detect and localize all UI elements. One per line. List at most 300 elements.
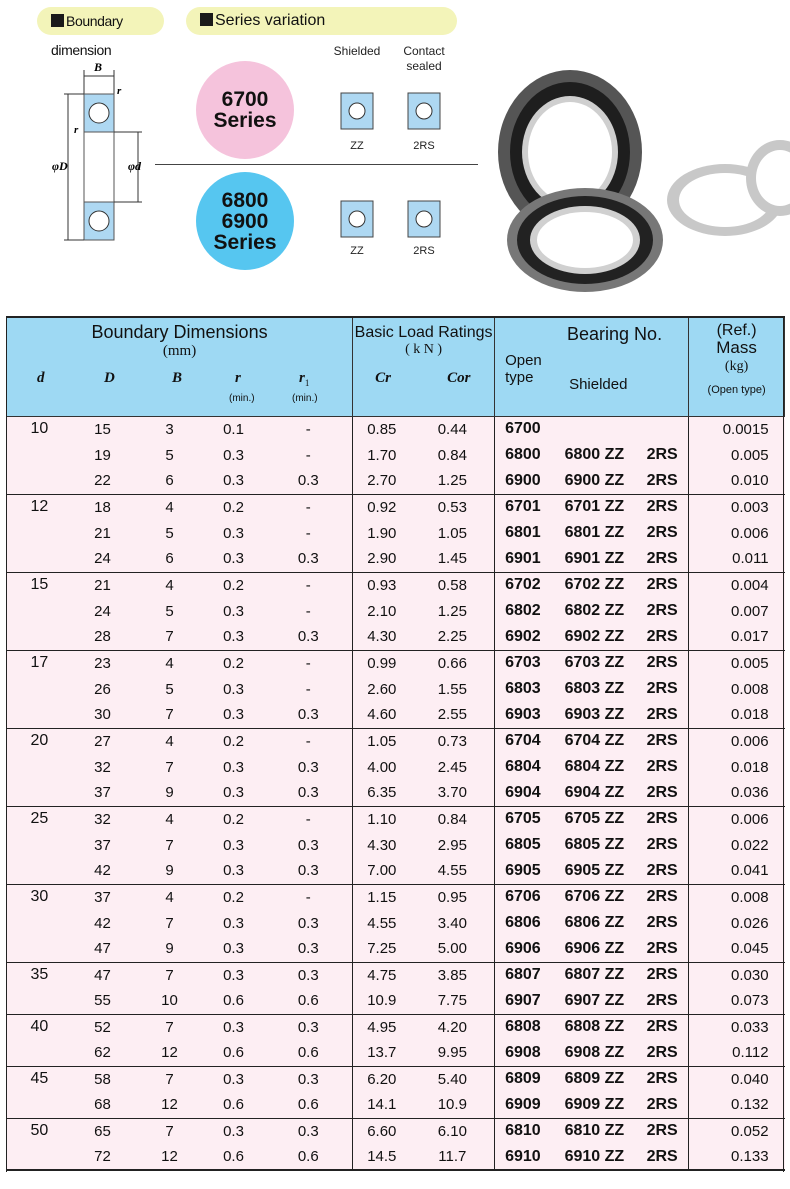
bore-d-cell: 35 <box>7 962 69 988</box>
zz-bearing-icon <box>340 200 374 238</box>
mass-cell: 0.005 <box>689 442 785 468</box>
r1-cell: - <box>265 520 353 546</box>
outer-D-cell: 21 <box>69 520 137 546</box>
cor-cell: 5.00 <box>411 936 495 962</box>
label-D: φD <box>52 159 68 173</box>
r1-cell: 0.3 <box>265 1066 353 1092</box>
cor-cell: 7.75 <box>411 988 495 1014</box>
open-type-cell: 6806 <box>495 910 559 936</box>
bearing-cross-section-diagram <box>50 56 160 256</box>
r1-cell: - <box>265 494 353 520</box>
mass-cell: 0.045 <box>689 936 785 962</box>
r1-cell: 0.3 <box>265 1118 353 1144</box>
cr-cell: 2.70 <box>353 468 411 494</box>
r-cell: 0.3 <box>203 780 265 806</box>
series-overview: Boundary dimension Series variation B r r φD φd 6700 Series 6800 6900 Series Shielded Contact sealed ZZ 2RS ZZ 2RS <box>0 0 790 316</box>
sealed-cell: 2RS <box>647 832 689 858</box>
outer-D-cell: 65 <box>69 1118 137 1144</box>
cor-cell: 2.45 <box>411 754 495 780</box>
sealed-cell: 2RS <box>647 884 689 910</box>
sealed-cell: 2RS <box>647 1066 689 1092</box>
outer-D-cell: 47 <box>69 936 137 962</box>
sealed-cell: 2RS <box>647 780 689 806</box>
mass-cell: 0.132 <box>689 1092 785 1118</box>
outer-D-cell: 42 <box>69 858 137 884</box>
cr-cell: 4.75 <box>353 962 411 988</box>
r1-cell: 0.3 <box>265 1014 353 1040</box>
r-cell: 0.1 <box>203 416 265 442</box>
bore-d-cell <box>7 468 69 494</box>
table-row <box>7 1014 785 1040</box>
open-type-cell: 6802 <box>495 598 559 624</box>
width-B-cell: 4 <box>137 806 203 832</box>
open-type-cell: 6700 <box>495 416 559 442</box>
outer-D-cell: 27 <box>69 728 137 754</box>
sealed-cell: 2RS <box>647 546 689 572</box>
width-B-cell: 5 <box>137 598 203 624</box>
width-B-cell: 7 <box>137 962 203 988</box>
width-B-cell: 4 <box>137 728 203 754</box>
shielded-cell: 6902 ZZ <box>559 624 647 650</box>
cor-cell: 0.95 <box>411 884 495 910</box>
open-type-cell: 6801 <box>495 520 559 546</box>
cr-cell: 0.93 <box>353 572 411 598</box>
bore-d-cell <box>7 936 69 962</box>
bore-d-cell: 17 <box>7 650 69 676</box>
r1-cell: 0.3 <box>265 754 353 780</box>
cr-cell: 0.92 <box>353 494 411 520</box>
bearing-product-photo <box>495 40 790 310</box>
shielded-cell: 6809 ZZ <box>559 1066 647 1092</box>
table-row <box>7 572 785 598</box>
table-row <box>7 910 785 936</box>
bore-d-cell <box>7 910 69 936</box>
mass-cell: 0.026 <box>689 910 785 936</box>
mass-cell: 0.011 <box>689 546 785 572</box>
col-B: B <box>172 370 183 386</box>
boundary-dimension-tag: Boundary dimension <box>37 7 164 35</box>
bore-d-cell: 12 <box>7 494 69 520</box>
width-B-cell: 5 <box>137 520 203 546</box>
r1-cell: - <box>265 650 353 676</box>
cr-cell: 13.7 <box>353 1040 411 1066</box>
table-row <box>7 728 785 754</box>
cr-cell: 4.95 <box>353 1014 411 1040</box>
cr-cell: 2.90 <box>353 546 411 572</box>
table-row <box>7 936 785 962</box>
series-6700-badge: 6700 Series <box>196 61 294 159</box>
cr-cell: 4.00 <box>353 754 411 780</box>
sealed-cell: 2RS <box>647 520 689 546</box>
outer-D-cell: 47 <box>69 962 137 988</box>
outer-D-cell: 72 <box>69 1144 137 1170</box>
width-B-cell: 7 <box>137 1118 203 1144</box>
col-r: r <box>235 370 241 386</box>
r1-cell: 0.3 <box>265 858 353 884</box>
label-d: φd <box>128 159 142 173</box>
width-B-cell: 7 <box>137 1066 203 1092</box>
cor-cell: 0.53 <box>411 494 495 520</box>
width-B-cell: 5 <box>137 676 203 702</box>
sealed-cell: 2RS <box>647 806 689 832</box>
cr-cell: 4.30 <box>353 832 411 858</box>
cor-cell: 4.55 <box>411 858 495 884</box>
bore-d-cell <box>7 780 69 806</box>
r1-cell: - <box>265 598 353 624</box>
cor-cell: 2.95 <box>411 832 495 858</box>
cor-cell: 3.85 <box>411 962 495 988</box>
r-cell: 0.6 <box>203 1092 265 1118</box>
bearing-specification-table <box>6 316 785 1171</box>
r1-cell: 0.3 <box>265 936 353 962</box>
table-row <box>7 884 785 910</box>
cor-cell: 2.25 <box>411 624 495 650</box>
r1-cell: 0.6 <box>265 1144 353 1170</box>
cor-cell: 1.25 <box>411 598 495 624</box>
mass-cell: 0.022 <box>689 832 785 858</box>
bore-d-cell: 20 <box>7 728 69 754</box>
sealed-cell: 2RS <box>647 1014 689 1040</box>
mass-cell: 0.006 <box>689 520 785 546</box>
square-bullet-icon <box>51 14 64 27</box>
r1-cell: 0.3 <box>265 546 353 572</box>
cor-cell: 4.20 <box>411 1014 495 1040</box>
cr-cell: 1.15 <box>353 884 411 910</box>
width-B-cell: 3 <box>137 416 203 442</box>
width-B-cell: 4 <box>137 494 203 520</box>
sealed-cell: 2RS <box>647 1092 689 1118</box>
outer-D-cell: 37 <box>69 884 137 910</box>
cr-cell: 2.10 <box>353 598 411 624</box>
r-cell: 0.3 <box>203 858 265 884</box>
width-B-cell: 7 <box>137 1014 203 1040</box>
table-row <box>7 416 785 442</box>
col-D: D <box>104 370 115 386</box>
r-cell: 0.3 <box>203 520 265 546</box>
bearing-no-header: Bearing No. Open type Shielded <box>495 317 689 416</box>
shielded-cell: 6904 ZZ <box>559 780 647 806</box>
r1-cell: - <box>265 442 353 468</box>
sealed-cell: 2RS <box>647 858 689 884</box>
sealed-cell <box>647 416 689 442</box>
label-r-top: r <box>117 85 122 97</box>
shielded-cell: 6903 ZZ <box>559 702 647 728</box>
open-type-cell: 6900 <box>495 468 559 494</box>
divider <box>155 164 478 165</box>
mass-cell: 0.133 <box>689 1144 785 1170</box>
table-row <box>7 1144 785 1170</box>
outer-D-cell: 30 <box>69 702 137 728</box>
r-cell: 0.2 <box>203 884 265 910</box>
shielded-cell: 6807 ZZ <box>559 962 647 988</box>
open-type-cell: 6809 <box>495 1066 559 1092</box>
width-B-cell: 4 <box>137 572 203 598</box>
cor-cell: 5.40 <box>411 1066 495 1092</box>
r-cell: 0.3 <box>203 936 265 962</box>
width-B-cell: 5 <box>137 442 203 468</box>
cor-cell: 3.70 <box>411 780 495 806</box>
table-row <box>7 988 785 1014</box>
open-type-cell: 6701 <box>495 494 559 520</box>
cr-cell: 1.70 <box>353 442 411 468</box>
mass-cell: 0.073 <box>689 988 785 1014</box>
shielded-cell: 6801 ZZ <box>559 520 647 546</box>
r1-cell: 0.3 <box>265 624 353 650</box>
cr-cell: 1.05 <box>353 728 411 754</box>
table-row <box>7 806 785 832</box>
open-type-cell: 6908 <box>495 1040 559 1066</box>
sealed-cell: 2RS <box>647 494 689 520</box>
r1-cell: - <box>265 884 353 910</box>
shielded-cell: 6701 ZZ <box>559 494 647 520</box>
mass-cell: 0.112 <box>689 1040 785 1066</box>
table-row <box>7 520 785 546</box>
cr-cell: 1.10 <box>353 806 411 832</box>
cr-cell: 4.55 <box>353 910 411 936</box>
cor-cell: 0.73 <box>411 728 495 754</box>
cor-cell: 1.45 <box>411 546 495 572</box>
cr-cell: 4.30 <box>353 624 411 650</box>
width-B-cell: 6 <box>137 546 203 572</box>
width-B-cell: 7 <box>137 702 203 728</box>
shielded-cell: 6800 ZZ <box>559 442 647 468</box>
sealed-cell: 2RS <box>647 624 689 650</box>
mass-cell: 0.0015 <box>689 416 785 442</box>
bore-d-cell: 30 <box>7 884 69 910</box>
sealed-cell: 2RS <box>647 1118 689 1144</box>
width-B-cell: 6 <box>137 468 203 494</box>
mass-cell: 0.006 <box>689 806 785 832</box>
contact-sealed-label: Contact sealed <box>403 44 445 73</box>
r-cell: 0.2 <box>203 572 265 598</box>
bore-d-cell <box>7 702 69 728</box>
r-cell: 0.3 <box>203 962 265 988</box>
bore-d-cell <box>7 988 69 1014</box>
cor-cell: 6.10 <box>411 1118 495 1144</box>
shielded-cell: 6901 ZZ <box>559 546 647 572</box>
cr-cell: 7.25 <box>353 936 411 962</box>
cor-cell: 0.44 <box>411 416 495 442</box>
width-B-cell: 9 <box>137 780 203 806</box>
col-d: d <box>37 370 45 386</box>
r-cell: 0.3 <box>203 598 265 624</box>
mass-cell: 0.030 <box>689 962 785 988</box>
width-B-cell: 7 <box>137 910 203 936</box>
r1-cell: 0.3 <box>265 962 353 988</box>
mass-cell: 0.040 <box>689 1066 785 1092</box>
bore-d-cell <box>7 624 69 650</box>
cr-cell: 1.90 <box>353 520 411 546</box>
r1-cell: - <box>265 416 353 442</box>
open-type-cell: 6702 <box>495 572 559 598</box>
mass-cell: 0.033 <box>689 1014 785 1040</box>
r-cell: 0.3 <box>203 702 265 728</box>
bore-d-cell <box>7 546 69 572</box>
open-type-cell: 6800 <box>495 442 559 468</box>
width-B-cell: 9 <box>137 936 203 962</box>
r-cell: 0.2 <box>203 650 265 676</box>
r-cell: 0.3 <box>203 1118 265 1144</box>
shielded-cell: 6804 ZZ <box>559 754 647 780</box>
sealed-cell: 2RS <box>647 702 689 728</box>
cr-cell: 6.35 <box>353 780 411 806</box>
r-cell: 0.3 <box>203 1014 265 1040</box>
2rs-bearing-icon <box>407 92 441 130</box>
outer-D-cell: 22 <box>69 468 137 494</box>
sealed-cell: 2RS <box>647 988 689 1014</box>
square-bullet-icon <box>200 13 213 26</box>
outer-D-cell: 26 <box>69 676 137 702</box>
cor-cell: 0.66 <box>411 650 495 676</box>
sealed-cell: 2RS <box>647 962 689 988</box>
series-6800-6900-badge: 6800 6900 Series <box>196 172 294 270</box>
mass-cell: 0.052 <box>689 1118 785 1144</box>
sealed-cell: 2RS <box>647 1144 689 1170</box>
open-type-cell: 6804 <box>495 754 559 780</box>
r1-cell: 0.6 <box>265 1092 353 1118</box>
r1-cell: 0.6 <box>265 988 353 1014</box>
r-cell: 0.3 <box>203 1066 265 1092</box>
2rs-bearing-icon <box>407 200 441 238</box>
outer-D-cell: 52 <box>69 1014 137 1040</box>
open-type-cell: 6807 <box>495 962 559 988</box>
bore-d-cell <box>7 442 69 468</box>
outer-D-cell: 28 <box>69 624 137 650</box>
outer-D-cell: 23 <box>69 650 137 676</box>
bore-d-cell <box>7 858 69 884</box>
shielded-cell: 6706 ZZ <box>559 884 647 910</box>
mass-cell: 0.008 <box>689 676 785 702</box>
outer-D-cell: 37 <box>69 832 137 858</box>
cr-cell: 4.60 <box>353 702 411 728</box>
outer-D-cell: 37 <box>69 780 137 806</box>
cr-cell: 6.20 <box>353 1066 411 1092</box>
bore-d-cell <box>7 676 69 702</box>
mass-header: (Ref.) Mass (kg) (Open type) <box>689 317 785 416</box>
open-type-cell: 6910 <box>495 1144 559 1170</box>
mass-cell: 0.041 <box>689 858 785 884</box>
r1-cell: - <box>265 676 353 702</box>
width-B-cell: 10 <box>137 988 203 1014</box>
cr-cell: 10.9 <box>353 988 411 1014</box>
sealed-cell: 2RS <box>647 468 689 494</box>
bore-d-cell: 40 <box>7 1014 69 1040</box>
shielded-cell: 6908 ZZ <box>559 1040 647 1066</box>
open-type-cell: 6907 <box>495 988 559 1014</box>
r-cell: 0.3 <box>203 910 265 936</box>
open-type-cell: 6904 <box>495 780 559 806</box>
table-row <box>7 1040 785 1066</box>
cor-cell: 10.9 <box>411 1092 495 1118</box>
bore-d-cell <box>7 1144 69 1170</box>
outer-D-cell: 32 <box>69 806 137 832</box>
shielded-cell: 6909 ZZ <box>559 1092 647 1118</box>
r-cell: 0.3 <box>203 546 265 572</box>
open-type-cell: 6805 <box>495 832 559 858</box>
outer-D-cell: 62 <box>69 1040 137 1066</box>
shielded-cell: 6906 ZZ <box>559 936 647 962</box>
shielded-cell: 6705 ZZ <box>559 806 647 832</box>
open-type-cell: 6704 <box>495 728 559 754</box>
width-B-cell: 7 <box>137 754 203 780</box>
cor-cell: 1.05 <box>411 520 495 546</box>
table-row <box>7 598 785 624</box>
mass-cell: 0.010 <box>689 468 785 494</box>
table-row <box>7 780 785 806</box>
mass-cell: 0.008 <box>689 884 785 910</box>
mass-cell: 0.005 <box>689 650 785 676</box>
table-row <box>7 858 785 884</box>
bore-d-cell <box>7 832 69 858</box>
table-row <box>7 1118 785 1144</box>
sealed-cell: 2RS <box>647 598 689 624</box>
outer-D-cell: 68 <box>69 1092 137 1118</box>
table-row <box>7 442 785 468</box>
r1-cell: - <box>265 728 353 754</box>
label-B: B <box>94 60 103 74</box>
r1-cell: - <box>265 806 353 832</box>
table-row <box>7 1092 785 1118</box>
table-row <box>7 832 785 858</box>
outer-D-cell: 42 <box>69 910 137 936</box>
width-B-cell: 7 <box>137 624 203 650</box>
width-B-cell: 12 <box>137 1144 203 1170</box>
cor-cell: 2.55 <box>411 702 495 728</box>
r-cell: 0.6 <box>203 1040 265 1066</box>
sealed-cell: 2RS <box>647 442 689 468</box>
shielded-cell: 6905 ZZ <box>559 858 647 884</box>
load-ratings-header: Basic Load Ratings ( k N ) Cr Cor <box>353 317 495 416</box>
table-row <box>7 494 785 520</box>
sealed-cell: 2RS <box>647 910 689 936</box>
series-variation-tag: Series variation <box>186 7 457 35</box>
mass-cell: 0.007 <box>689 598 785 624</box>
open-type-cell: 6803 <box>495 676 559 702</box>
cor-cell: 1.55 <box>411 676 495 702</box>
mass-cell: 0.004 <box>689 572 785 598</box>
r-cell: 0.3 <box>203 754 265 780</box>
table-row <box>7 650 785 676</box>
shielded-cell: 6703 ZZ <box>559 650 647 676</box>
r-cell: 0.2 <box>203 494 265 520</box>
outer-D-cell: 58 <box>69 1066 137 1092</box>
r-cell: 0.6 <box>203 988 265 1014</box>
open-type-cell: 6706 <box>495 884 559 910</box>
r-cell: 0.2 <box>203 806 265 832</box>
width-B-cell: 4 <box>137 884 203 910</box>
shielded-cell: 6806 ZZ <box>559 910 647 936</box>
zz-bearing-icon <box>340 92 374 130</box>
shielded-cell <box>559 416 647 442</box>
r1-cell: 0.3 <box>265 702 353 728</box>
r1-cell: 0.3 <box>265 468 353 494</box>
shielded-cell: 6702 ZZ <box>559 572 647 598</box>
r-cell: 0.3 <box>203 832 265 858</box>
shielded-cell: 6910 ZZ <box>559 1144 647 1170</box>
cor-cell: 0.84 <box>411 442 495 468</box>
bore-d-cell <box>7 520 69 546</box>
r1-cell: 0.3 <box>265 832 353 858</box>
bore-d-cell: 25 <box>7 806 69 832</box>
r-cell: 0.3 <box>203 624 265 650</box>
open-type-cell: 6705 <box>495 806 559 832</box>
outer-D-cell: 21 <box>69 572 137 598</box>
outer-D-cell: 24 <box>69 546 137 572</box>
outer-D-cell: 18 <box>69 494 137 520</box>
bore-d-cell <box>7 1092 69 1118</box>
label-r-left: r <box>74 124 79 136</box>
bore-d-cell: 15 <box>7 572 69 598</box>
